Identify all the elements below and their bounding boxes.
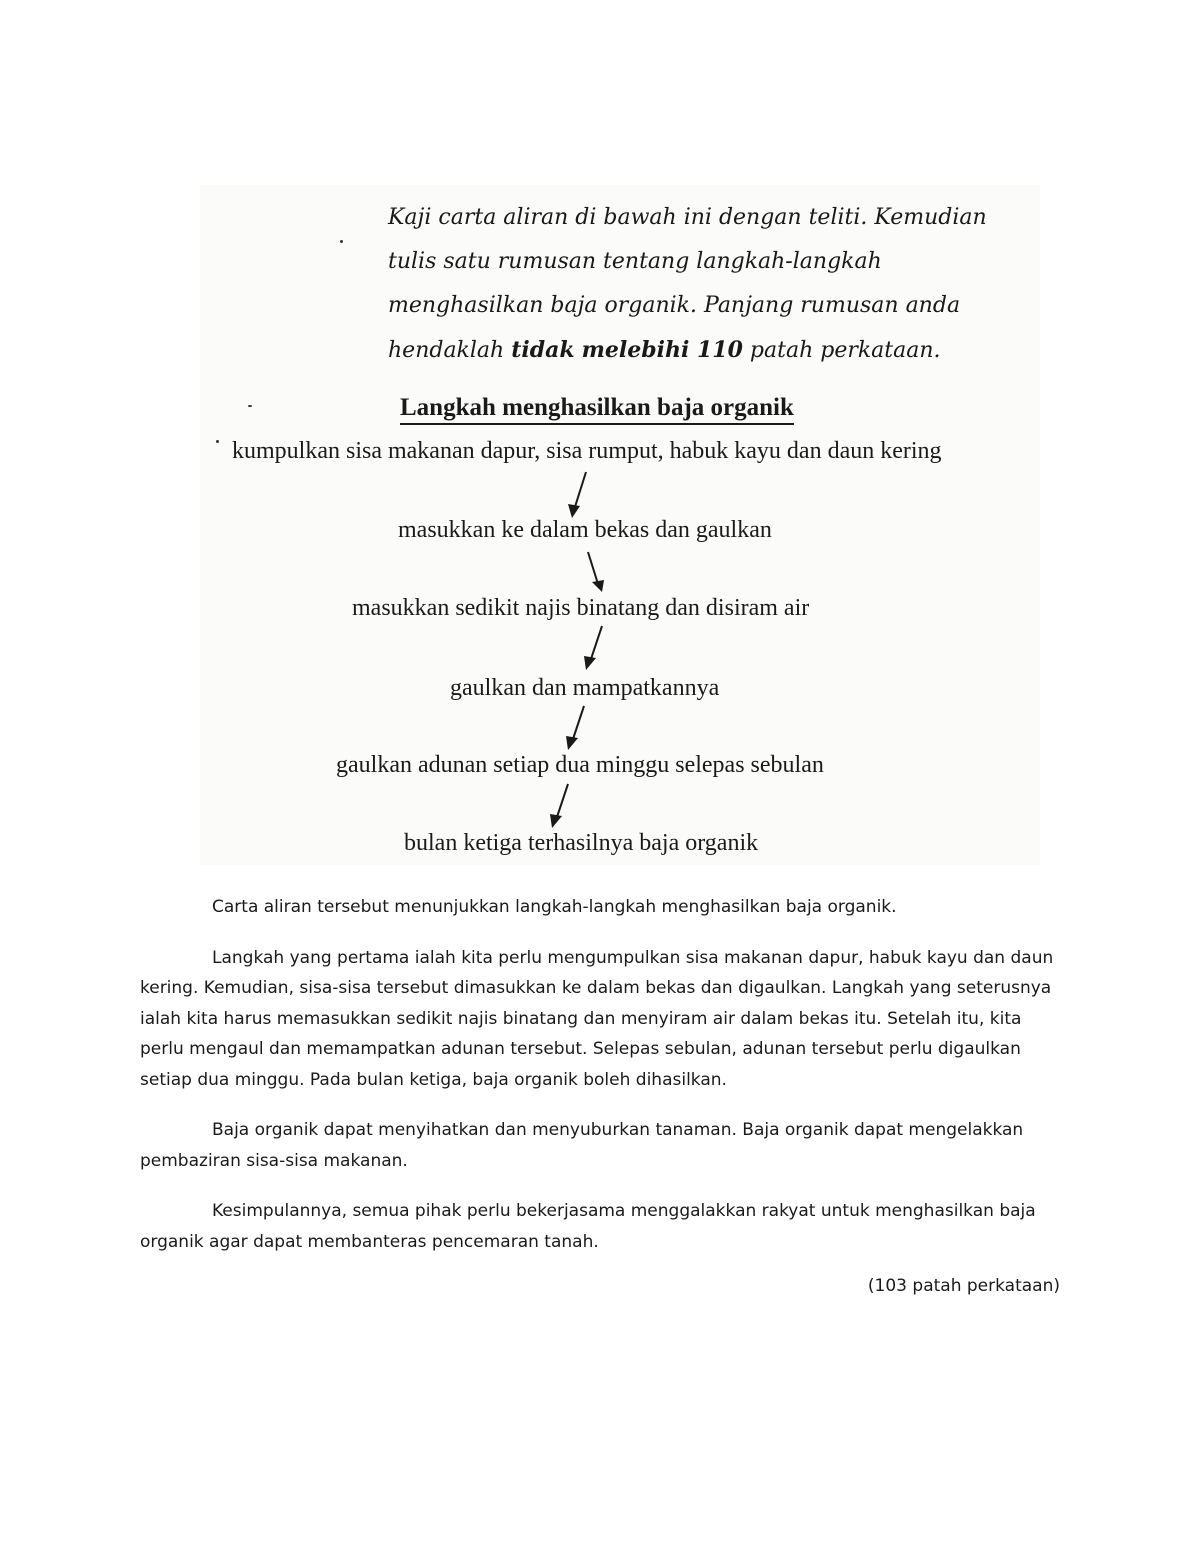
question-text-1: Kaji carta aliran di bawah ini dengan teliti. Kemudian tulis satu rumusan tentang langkah-langkah menghasilkan baja organik. Panjang rumusan anda hendaklah — [388, 205, 987, 363]
answer-paragraph-intro: Carta aliran tersebut menunjukkan langkah-langkah menghasilkan baja organik. — [212, 897, 897, 917]
scan-speck — [216, 440, 219, 443]
flowchart-step-1: kumpulkan sisa makanan dapur, sisa rumput, habuk kayu dan daun kering — [232, 438, 942, 464]
answer-paragraph-steps: Langkah yang pertama ialah kita perlu mengumpulkan sisa makanan dapur, habuk kayu dan daun kering. Kemudian, sisa-sisa tersebut dimasukkan ke dalam bekas dan digaulkan. Langkah yang seterusnya ialah kita harus memasukkan sedikit najis binatang dan menyiram air dalam bekas itu. Setelah itu, kita perlu mengaul dan memampatkan adunan tersebut. Selepas sebulan, adunan tersebut perlu digaulkan setiap dua minggu. Pada bulan ketiga, baja organik boleh dihasilkan. — [140, 947, 1054, 1090]
word-count: (103 patah perkataan) — [867, 1276, 1060, 1296]
question-text-2: patah perkataan. — [742, 338, 941, 363]
question-instruction — [388, 196, 1038, 373]
flow-arrow-5 — [540, 780, 580, 830]
flowchart-title: Langkah menghasilkan baja organik — [400, 394, 794, 425]
flow-arrow-4 — [556, 702, 596, 752]
flowchart-step-4: gaulkan dan mampatkannya — [450, 675, 720, 701]
answer-paragraph-conclusion: Kesimpulannya, semua pihak perlu bekerjasama menggalakkan rakyat untuk menghasilkan baja organik agar dapat membanteras pencemaran tanah. — [140, 1201, 1036, 1252]
question-emphasis-1: tidak — [511, 337, 575, 363]
question-emphasis-2: melebihi 110 — [581, 337, 743, 363]
flowchart-step-5: gaulkan adunan setiap dua minggu selepas sebulan — [336, 752, 824, 778]
flow-arrow-2 — [578, 548, 618, 594]
flowchart-step-6: bulan ketiga terhasilnya baja organik — [404, 830, 759, 856]
scan-speck — [340, 240, 343, 243]
flowchart-step-2: masukkan ke dalam bekas dan gaulkan — [398, 517, 772, 543]
scan-speck — [248, 405, 252, 407]
flow-arrow-1 — [550, 468, 600, 520]
flow-arrow-3 — [574, 622, 614, 672]
summary-answer — [140, 892, 1060, 1277]
question-space — [575, 338, 582, 363]
flowchart-step-3: masukkan sedikit najis binatang dan disiram air — [352, 595, 810, 621]
answer-paragraph-benefits: Baja organik dapat menyihatkan dan menyuburkan tanaman. Baja organik dapat mengelakkan pembaziran sisa-sisa makanan. — [140, 1120, 1024, 1171]
